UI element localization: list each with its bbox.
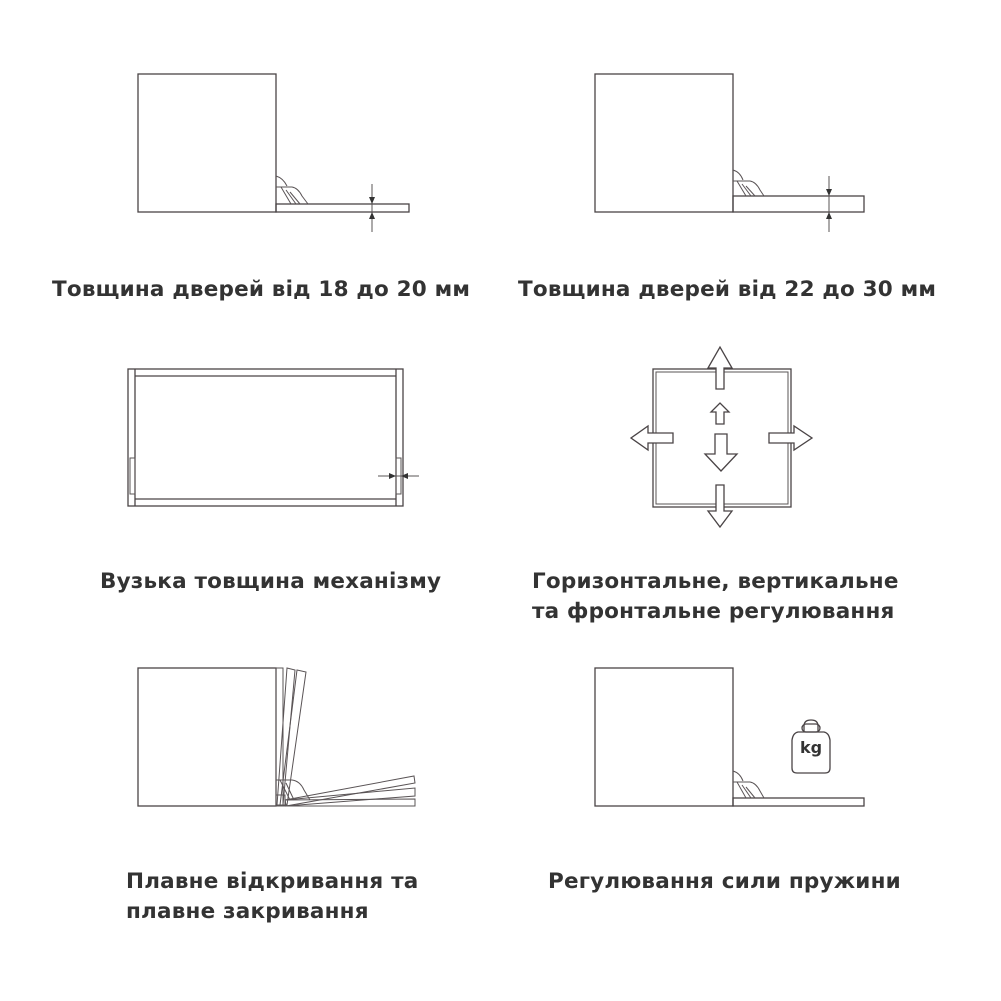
caption-door-thickness-22-30 <box>518 275 936 305</box>
caption-line: Горизонтальне, вертикальне <box>532 569 899 594</box>
caption-spring-force <box>548 867 901 897</box>
caption-line: та фронтальне регулювання <box>532 599 895 624</box>
caption-door-thickness-18-20 <box>52 275 470 305</box>
door-thickness-22-30-icon <box>595 74 864 232</box>
caption-soft-open-close <box>126 867 418 927</box>
caption-line: Плавне відкривання та <box>126 869 419 894</box>
caption-line: Товщина дверей від 22 до 30 мм <box>518 277 937 302</box>
spring-force-icon <box>595 668 864 806</box>
caption-line: Товщина дверей від 18 до 20 мм <box>52 277 471 302</box>
kg-label: kg <box>799 738 823 757</box>
door-thickness-18-20-icon <box>138 74 409 232</box>
soft-open-close-icon <box>138 668 415 806</box>
caption-3d-adjustment <box>532 567 899 627</box>
caption-line: Регулювання сили пружини <box>548 869 901 894</box>
caption-line: плавне закривання <box>126 899 369 924</box>
caption-narrow-mechanism <box>100 567 441 597</box>
adjustment-arrows-icon <box>631 347 812 527</box>
caption-line: Вузька товщина механізму <box>100 569 442 594</box>
narrow-mechanism-icon <box>128 369 419 506</box>
